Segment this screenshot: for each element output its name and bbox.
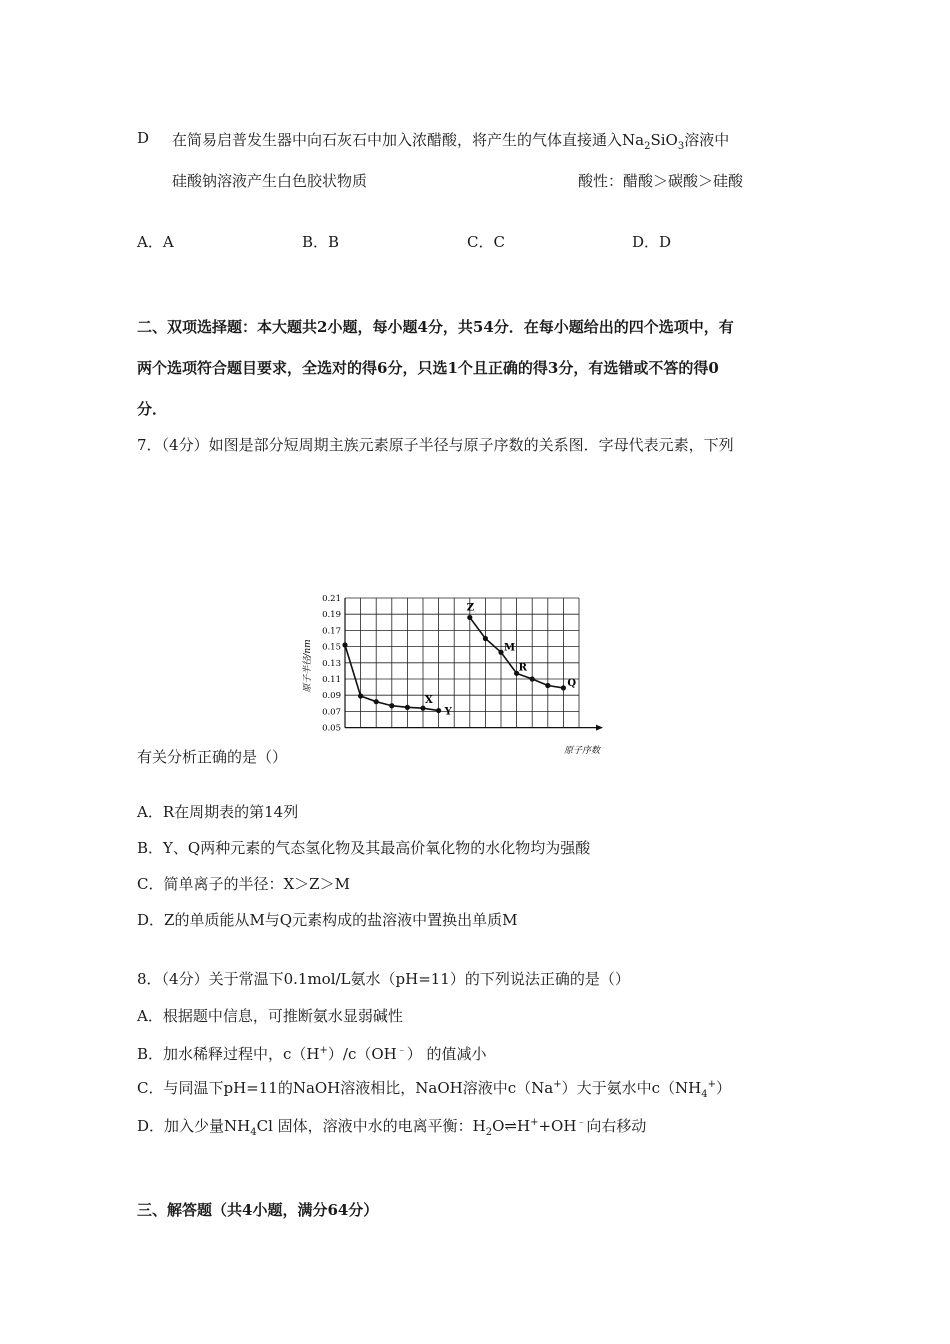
y-tick-label: 0.11 — [322, 675, 341, 685]
section2-line3: 分． — [137, 400, 168, 418]
y-tick-label: 0.07 — [322, 707, 341, 718]
y-tick-labels — [322, 594, 341, 734]
data-point — [342, 642, 347, 647]
point-label-y: Y — [444, 706, 452, 718]
q6-row-d-letter: D — [137, 129, 150, 147]
q7-stem-line2: 有关分析正确的是（） — [137, 748, 288, 766]
point-label-r: R — [518, 662, 527, 674]
y-tick-label: 0.15 — [322, 642, 341, 653]
y-tick-label: 0.05 — [322, 723, 341, 734]
q8-option-a[interactable]: A．根据题中信息，可推断氨水显弱碱性 — [137, 1007, 403, 1025]
q6-row-d-phenomenon: 硅酸钠溶液产生白色胶状物质 — [172, 172, 368, 190]
y-tick-label: 0.13 — [322, 658, 341, 669]
q8-option-d[interactable]: D．加入少量$NH_4Cl$ 固体，溶液中水的电离平衡：$H_2O\rightleftharpoons H^++OH^﹣$向右移动 — [137, 1117, 647, 1138]
data-point — [389, 703, 394, 708]
point-label-m: M — [504, 642, 516, 654]
q7-option-c[interactable]: C．简单离子的半径：X＞Z＞M — [137, 875, 350, 893]
y-axis-label: 原子半径/nm — [303, 639, 313, 693]
data-point — [483, 636, 488, 641]
data-point — [561, 685, 566, 690]
data-point — [358, 693, 363, 698]
q8-stem: 8．（4分）关于常温下0.1mol/L氨水（pH=11）的下列说法正确的是（） — [137, 970, 630, 988]
q6-option-b[interactable]: B．B — [302, 233, 340, 251]
q8-option-b[interactable]: B．加水稀释过程中，c（H+）/c（OH﹣） 的值减小 — [137, 1045, 487, 1063]
q6-row-d-conclusion: 酸性：醋酸＞碳酸＞硅酸 — [578, 172, 744, 190]
chart-axes — [345, 598, 603, 731]
point-label-x: X — [425, 695, 433, 707]
data-point — [498, 650, 503, 655]
data-point — [545, 683, 550, 688]
q7-option-d[interactable]: D．Z的单质能从M与Q元素构成的盐溶液中置换出单质M — [137, 911, 518, 929]
data-point — [436, 708, 441, 713]
q7-stem-line1: 7．（4分）如图是部分短周期主族元素原子半径与原子序数的关系图．字母代表元素，下列 — [137, 436, 734, 454]
point-label-z: Z — [466, 602, 475, 614]
q6-option-c[interactable]: C．C — [467, 233, 505, 251]
q6-row-d-operation: 在简易启普发生器中向石灰石中加入浓醋酸，将产生的气体直接通入$Na_2SiO_3$溶液中 — [172, 131, 730, 152]
y-tick-label: 0.09 — [322, 691, 341, 702]
chart-grid — [345, 598, 579, 728]
y-tick-label: 0.21 — [322, 594, 341, 604]
data-point — [420, 706, 425, 711]
q7-option-a[interactable]: A．R在周期表的第14列 — [137, 803, 299, 821]
point-label-q: Q — [567, 677, 577, 689]
q6-option-a[interactable]: A．A — [137, 233, 174, 251]
section2-line2: 两个选项符合题目要求，全选对的得6分，只选1个且正确的得3分，有选错或不答的得0 — [137, 359, 719, 377]
y-tick-label: 0.19 — [322, 610, 341, 621]
q8-option-c[interactable]: C．与同温下pH=11的NaOH溶液相比，NaOH溶液中c（Na+）大于氨水中$c(NH_4^+)$ — [137, 1079, 731, 1100]
y-tick-label: 0.17 — [322, 626, 341, 637]
data-point — [374, 699, 379, 704]
q7-option-b[interactable]: B．Y、Q两种元素的气态氢化物及其最高价氧化物的水化物均为强酸 — [137, 839, 591, 857]
atomic-radius-chart — [300, 588, 610, 758]
q6-option-d[interactable]: D．D — [632, 233, 672, 251]
data-point — [530, 676, 535, 681]
x-axis-label: 原子序数 — [563, 746, 601, 756]
section3-header: 三、解答题（共4小题，满分64分） — [137, 1201, 379, 1219]
data-point — [467, 615, 472, 620]
section2-line1: 二、双项选择题：本大题共2小题，每小题4分，共54分．在每小题给出的四个选项中，有 — [137, 318, 734, 336]
x-axis-arrow — [596, 725, 603, 731]
data-point — [405, 705, 410, 710]
